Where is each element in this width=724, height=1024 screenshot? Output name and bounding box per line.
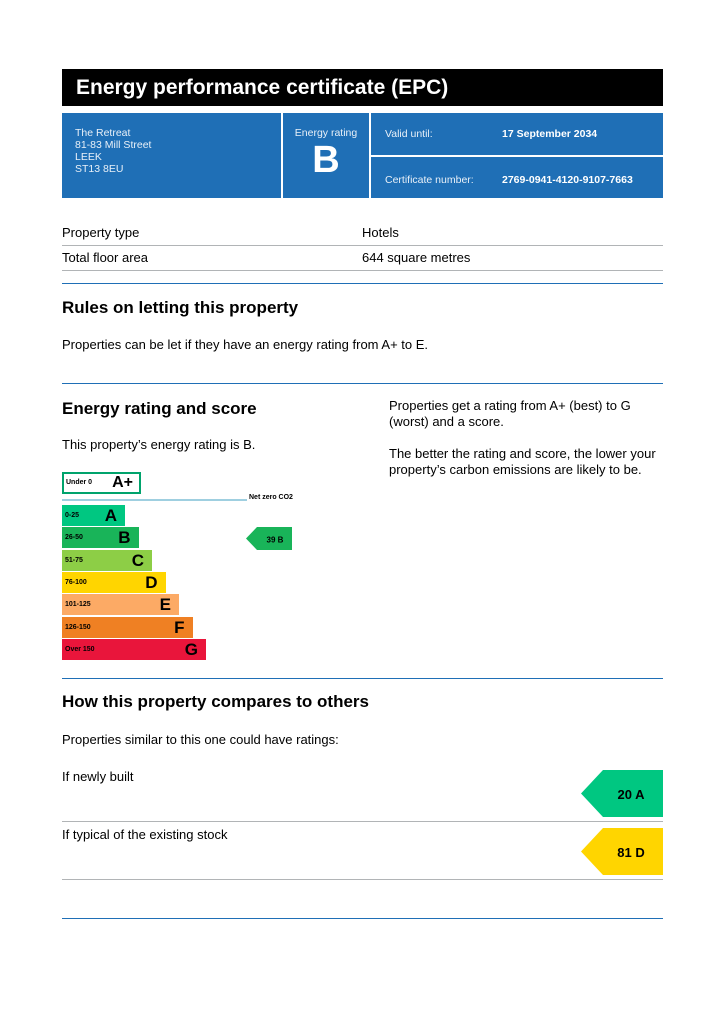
- chart-band-d: [62, 572, 166, 593]
- page-title: Energy performance certificate (EPC): [62, 69, 663, 106]
- band-range-label: 51-75: [65, 556, 83, 564]
- section-divider: [62, 283, 663, 284]
- typical-stock-rating-text: 81 D: [617, 845, 645, 860]
- band-letter: D: [145, 572, 158, 592]
- energy-rating-label: Energy rating: [294, 127, 358, 139]
- band-range-label: 101-125: [65, 601, 91, 609]
- floor-area-row: [62, 246, 663, 271]
- chart-band-aplus: [62, 472, 141, 494]
- rating-heading: Energy rating and score: [62, 399, 257, 418]
- chart-band-a: [62, 505, 125, 526]
- certificate-number-label: Certificate number:: [385, 174, 474, 186]
- band-letter: A+: [112, 474, 133, 491]
- property-type-label: Property type: [62, 225, 140, 240]
- address-line: LEEK: [75, 151, 102, 163]
- floor-area-value: 644 square metres: [362, 250, 471, 265]
- valid-until-label: Valid until:: [385, 128, 433, 140]
- address-line: 81-83 Mill Street: [75, 139, 152, 151]
- floor-area-label: Total floor area: [62, 250, 148, 265]
- energy-rating-letter: B: [312, 139, 340, 181]
- band-range-label: Over 150: [65, 645, 95, 653]
- band-range-label: 126-150: [65, 623, 91, 631]
- current-rating-arrow: [246, 527, 292, 550]
- chart-band-e: [62, 594, 179, 615]
- address-line: ST13 8EU: [75, 163, 124, 175]
- chart-band-b: [62, 527, 139, 548]
- letting-heading: Rules on letting this property: [62, 298, 299, 317]
- compare-item-label: If typical of the existing stock: [62, 827, 228, 842]
- typical-stock-rating-arrow: [581, 828, 663, 875]
- certificate-number-value: 2769-0941-4120-9107-7663: [502, 174, 633, 186]
- certificate-number-panel: [371, 157, 663, 198]
- current-rating-text: 39 B: [266, 535, 284, 545]
- rating-explanation: The better the rating and score, the lower your property’s carbon emissions are likely to be.: [389, 446, 656, 477]
- band-letter: B: [118, 528, 131, 548]
- compare-item-label: If newly built: [62, 769, 134, 784]
- section-divider: [62, 678, 663, 679]
- band-range-label: 0-25: [65, 512, 80, 519]
- compare-heading: How this property compares to others: [62, 692, 369, 711]
- energy-rating-panel: [283, 113, 369, 198]
- property-type-row: [62, 221, 663, 246]
- chart-band-c: [62, 550, 152, 571]
- band-range-label: Under 0: [66, 479, 93, 486]
- band-letter: C: [131, 550, 144, 570]
- valid-until-value: 17 September 2034: [502, 128, 598, 140]
- band-letter: F: [174, 617, 185, 637]
- compare-intro: Properties similar to this one could have ratings:: [62, 732, 339, 747]
- newly-built-rating-text: 20 A: [617, 787, 645, 802]
- band-range-label: 26-50: [65, 534, 83, 542]
- section-divider: [62, 383, 663, 384]
- row-divider: [62, 879, 663, 880]
- section-divider: [62, 918, 663, 919]
- letting-text: Properties can be let if they have an energy rating from A+ to E.: [62, 337, 429, 352]
- net-zero-label: Net zero CO2: [249, 494, 293, 501]
- newly-built-rating-arrow: [581, 770, 663, 817]
- band-range-label: 76-100: [65, 578, 87, 586]
- rating-explanation: Properties get a rating from A+ (best) to G (worst) and a score.: [389, 398, 631, 429]
- band-letter: A: [104, 506, 117, 525]
- net-zero-line: [62, 499, 247, 501]
- chart-band-f: [62, 617, 193, 638]
- property-type-value: Hotels: [362, 225, 399, 240]
- band-letter: E: [159, 595, 171, 615]
- address-line: The Retreat: [75, 127, 131, 139]
- chart-band-g: [62, 639, 206, 660]
- band-letter: G: [184, 639, 198, 659]
- rating-statement: This property’s energy rating is B.: [62, 437, 256, 452]
- valid-until-panel: [371, 113, 663, 155]
- row-divider: [62, 821, 663, 822]
- address-panel: [62, 113, 281, 198]
